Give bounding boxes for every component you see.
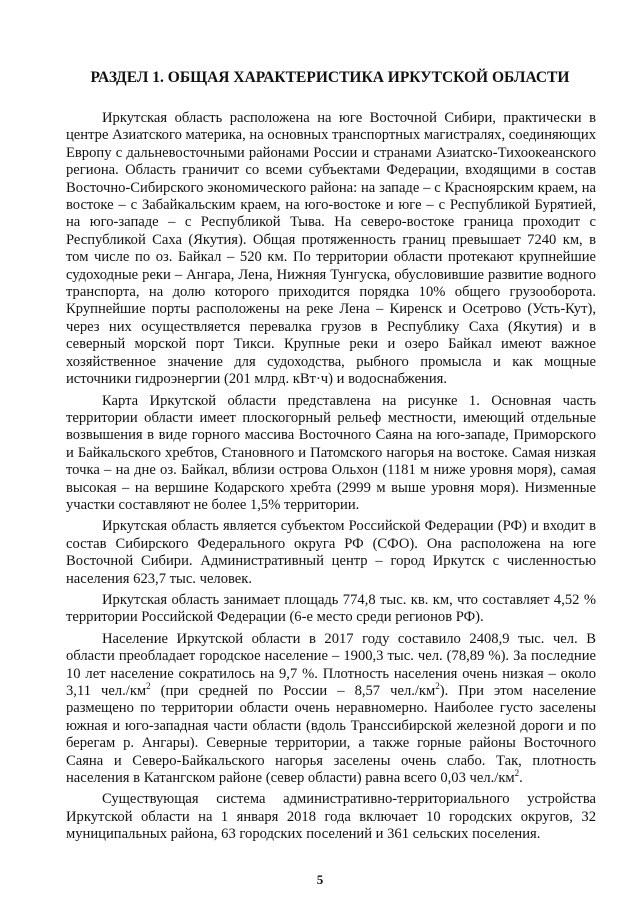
section-heading: РАЗДЕЛ 1. ОБЩАЯ ХАРАКТЕРИСТИКА ИРКУТСКОЙ ОБЛАСТИ [90,69,570,86]
paragraph-federal-subject: Иркутская область является субъектом Российской Федерации (РФ) и входит в состав Сибирского Федерального округа РФ (СФО). Она расположена на юге Восточной Сибири. Административный центр – город Иркутск с численностью населения 623,7 тыс. человек. [66,518,596,587]
paragraph-administrative-division: Существующая система административно-территориального устройства Иркутской области на 1 января 2018 года включает 10 городских округов, 32 муниципальных района, 63 городских поселений и 361 сельских поселения. [66,791,596,843]
population-text-part3: ). При этом население размещено по территории области очень неравномерно. Наиболее густо заселены южная и юго-западная части области (вдоль Транссибирской железной дороги и по берегам р. Ангары). Северные территории, а также горные районы Восточного Саяна и Северо-Байкальского нагорья заселены очень слабо. Так, плотность населения в Катангском районе (север области) равна всего 0,03 чел./км [66,683,596,787]
population-text-part4: . [519,770,523,787]
paragraph-location: Иркутская область расположена на юге Восточной Сибири, практически в центре Азиатского материка, на основных транспортных магистралях, соединяющих Европу с дальневосточными районами России и странами Азиатско-Тихоокеанского региона. Область граничит со всеми субъектами Федерации, входящими в состав Восточно-Сибирского экономического района: на западе – с Красноярским краем, на востоке – с Забайкальским краем, на юго-востоке и юге – с Республикой Бурятией, на юго-западе – с Республикой Тыва. На северо-востоке граница проходит с Республикой Саха (Якутия). Общая протяженность границ превышает 7240 км, в том числе по оз. Байкал – 520 км. По территории области протекают крупнейшие судоходные реки – Ангара, Лена, Нижняя Тунгуска, обусловившие развитие водного транспорта, на долю которого приходится порядка 10% общего грузооборота. Крупнейшие порты расположены на реке Лена – Киренск и Осетрово (Усть-Кут), через них осуществляется перевалка грузов в Республику Саха (Якутия) и в северный морской порт Тикси. Крупные реки и озеро Байкал имеют важное хозяйственное значение для судоходства, рыбного промысла и как мощные источники гидроэнергии (201 млрд. кВт·ч) и водоснабжения. [66,110,596,388]
superscript-two: 2 [435,681,440,692]
superscript-two: 2 [514,768,520,779]
population-text-part2: (при средней по России – 8,57 чел./км [150,683,436,699]
paragraph-relief: Карта Иркутской области представлена на рисунке 1. Основная часть территории области имеет плоскогорный рельеф местности, имеющий отдельные возвышения в виде горного массива Восточного Саяна на юго-западе, Приморского и Байкальского хребтов, Становного и Патомского нагорья на востоке. Самая низкая точка – на дне оз. Байкал, вблизи острова Ольхон (1181 м ниже уровня моря), самая высокая – на вершине Кодарского хребта (2999 м выше уровня моря). Низменные участки составляют не более 1,5% территории. [66,392,596,513]
body-text [66,110,596,848]
paragraph-population [66,631,596,788]
superscript-two: 2 [146,681,151,692]
page-number: 5 [316,872,324,887]
population-text-part1: Население Иркутской области в 2017 году составило 2408,9 тыс. чел. В области преобладает городское население – 1900,3 тыс. чел. (78,89 %). За последние 10 лет население сократилось на 9,7 %. Плотность населения очень низкая – около 3,11 чел./км [66,630,596,699]
paragraph-area: Иркутская область занимает площадь 774,8 тыс. кв. км, что составляет 4,52 % территории Российской Федерации (6-е место среди регионов РФ). [66,591,596,626]
